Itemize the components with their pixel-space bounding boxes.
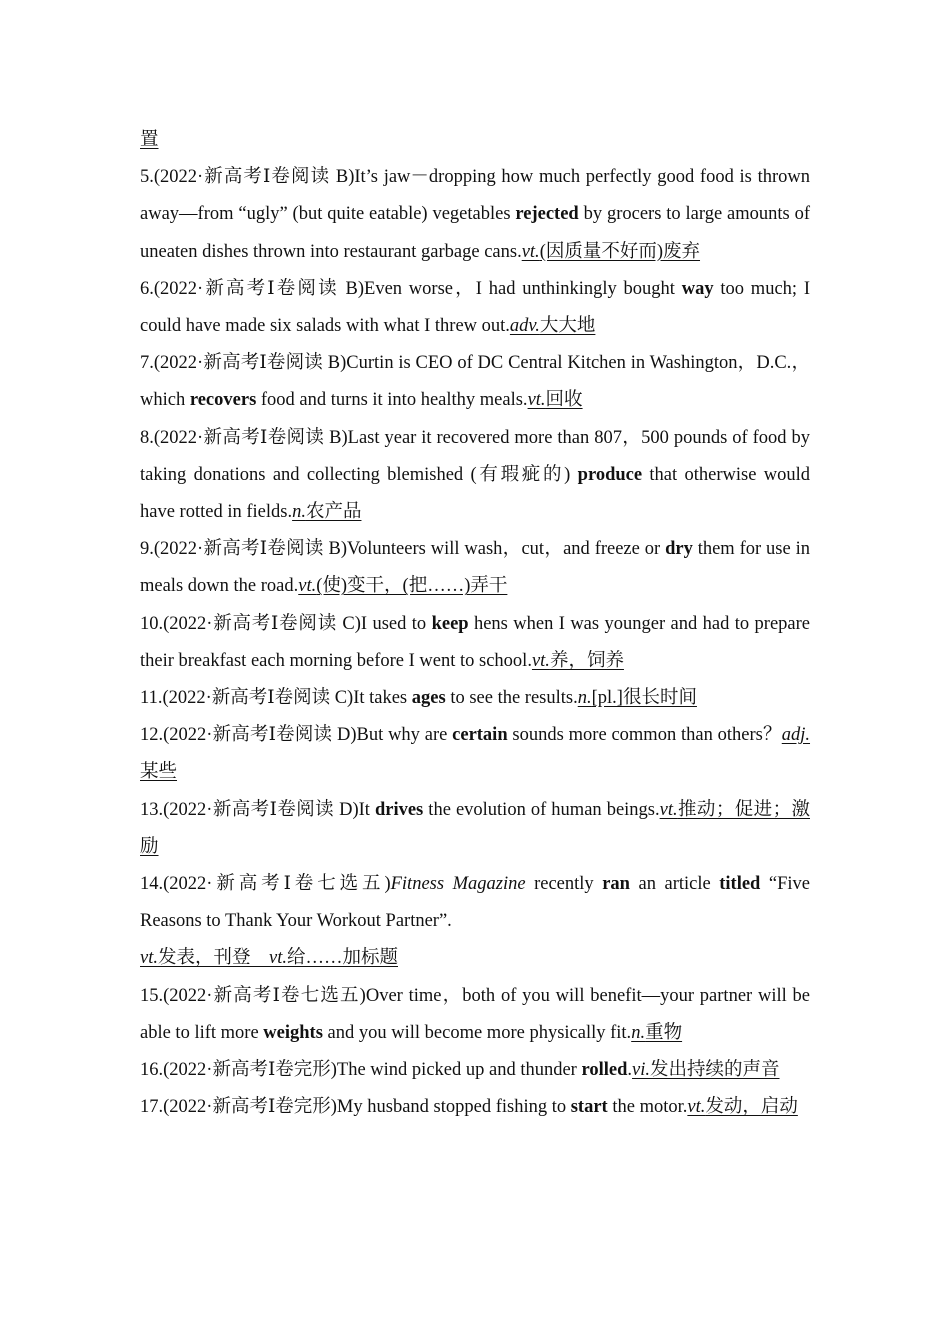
sentence-start: 8.(2022·新高考Ⅰ卷阅读 B)Last year it recovered more than 807，500 pounds of food by taking donations and collecting blemished (有瑕疵的)	[140, 427, 810, 485]
meaning: 某些	[140, 762, 178, 783]
sentence-start: 15.(2022·新高考Ⅰ卷七选五)Over time，both of you will benefit—your partner will be able to lift more	[140, 985, 810, 1043]
answer	[298, 576, 507, 596]
keyword: ran	[602, 874, 630, 895]
keyword: recovers	[189, 390, 257, 411]
item-4-continuation	[140, 122, 810, 159]
item-17	[140, 1089, 810, 1126]
item-14-answers	[140, 940, 810, 977]
sentence-end: by grocers to large amounts of uneaten dishes thrown into restaurant garbage cans.	[140, 204, 810, 262]
part-of-speech: vt.	[140, 948, 158, 969]
part-of-speech: vi.	[632, 1060, 650, 1081]
sentence-start: 12.(2022·新高考Ⅰ卷阅读 D)But why are	[140, 725, 453, 746]
part-of-speech: adv.	[509, 316, 540, 337]
keyword: keep	[431, 613, 469, 634]
sentence-end: the motor.	[607, 1097, 688, 1118]
meaning: 农产品	[305, 502, 362, 523]
part-of-speech: vt.	[521, 241, 540, 262]
sentence-start: 7.(2022·新高考Ⅰ卷阅读 B)Curtin is CEO of DC Central Kitchen in Washington，D.C.，which	[140, 353, 810, 411]
keyword: weights	[263, 1022, 323, 1043]
part-of-speech: n.	[631, 1022, 646, 1043]
answer	[687, 1097, 798, 1117]
answer	[532, 651, 624, 671]
sentence-end: .	[627, 1060, 633, 1081]
sentence-end: too much; I could have made six salads with what I threw out.	[140, 278, 810, 337]
keyword: ages	[411, 688, 446, 709]
answer: 置	[140, 130, 159, 150]
part-of-speech: vt.	[527, 390, 546, 411]
keyword: start	[570, 1097, 608, 1118]
sentence-start: 6.(2022·新高考Ⅰ卷阅读 B)Even worse，I had unthinkingly bought	[140, 278, 682, 299]
item-15	[140, 978, 810, 1052]
meaning: 发出持续的声音	[650, 1060, 780, 1081]
sentence-end: that otherwise would have rotted in fields.	[140, 464, 810, 523]
sentence-end: food and turns it into healthy meals.	[256, 390, 528, 411]
sentence-end: and you will become more physically fit.	[322, 1022, 632, 1043]
keyword: drives	[374, 799, 424, 820]
item-6	[140, 271, 810, 345]
sentence-start: 13.(2022·新高考Ⅰ卷阅读 D)It	[140, 799, 375, 820]
meaning-2: 给……加标题	[286, 948, 398, 969]
meaning: 回收	[545, 390, 583, 411]
sentence-start: 16.(2022·新高考Ⅰ卷完形)The wind picked up and thunder	[140, 1060, 582, 1081]
sentence-end: the evolution of human beings.	[423, 799, 660, 820]
answer	[510, 316, 595, 336]
sentence-mid-2: an article	[629, 874, 720, 895]
meaning: (使)变干，(把……)弄干	[316, 576, 508, 597]
part-of-speech-2: vt.	[269, 948, 287, 969]
keyword: produce	[577, 464, 643, 485]
meaning: 大大地	[539, 316, 596, 337]
sentence-start: 17.(2022·新高考Ⅰ卷完形)My husband stopped fishing to	[140, 1097, 571, 1118]
answer	[578, 688, 697, 708]
sentence-end: hens when I was younger and had to prepare their breakfast each morning before I went to school.	[140, 613, 810, 671]
answer	[528, 390, 583, 410]
part-of-speech: n.	[292, 502, 306, 523]
sentence-start: 14.(2022·新高考Ⅰ卷七选五)	[140, 874, 391, 895]
sentence-start: 11.(2022·新高考Ⅰ卷阅读 C)It takes	[140, 688, 412, 709]
meaning: 发动，启动	[705, 1097, 798, 1118]
item-14	[140, 866, 810, 940]
keyword: dry	[665, 539, 693, 560]
item-9	[140, 531, 810, 605]
item-8	[140, 420, 810, 532]
part-of-speech: vt.	[687, 1097, 706, 1118]
item-7	[140, 345, 810, 419]
magazine-title: Fitness Magazine	[390, 874, 526, 895]
keyword-2: titled	[719, 874, 761, 895]
sentence-start: 10.(2022·新高考Ⅰ卷阅读 C)I used to	[140, 613, 432, 634]
answer	[292, 502, 361, 522]
keyword: rejected	[515, 204, 579, 225]
meaning: 重物	[645, 1022, 683, 1043]
sentence-start: 9.(2022·新高考Ⅰ卷阅读 B)Volunteers will wash，cut，and freeze or	[140, 539, 666, 560]
answer	[632, 1060, 780, 1080]
sentence-end: sounds more common than others？	[507, 725, 782, 746]
item-5	[140, 159, 810, 271]
meaning: [pl.]很长时间	[591, 688, 697, 709]
meaning: 养，饲养	[549, 650, 624, 671]
sentence-end: “Five Reasons to Thank Your Workout Partner”.	[140, 874, 810, 932]
keyword: rolled	[581, 1060, 628, 1081]
sentence-start: 5.(2022·新高考Ⅰ卷阅读 B)It’s jaw－dropping how much perfectly good food is thrown away—from “ugly” (but quite eatable) vegetables	[140, 167, 810, 225]
document-page	[140, 122, 810, 1126]
answer	[631, 1023, 682, 1043]
part-of-speech: adj.	[781, 725, 811, 746]
keyword: certain	[452, 725, 508, 746]
meaning: (因质量不好而)废弃	[539, 241, 701, 262]
answer	[522, 242, 700, 262]
part-of-speech: vt.	[531, 650, 550, 671]
item-13	[140, 792, 810, 866]
meaning: 发表，刊登	[157, 948, 251, 969]
item-16	[140, 1052, 810, 1089]
sentence-end: to see the results.	[445, 688, 578, 709]
part-of-speech: vt.	[298, 576, 317, 597]
item-12	[140, 717, 810, 791]
item-11	[140, 680, 810, 717]
part-of-speech: vt.	[659, 799, 678, 820]
item-10	[140, 606, 810, 680]
sentence-end: them for use in meals down the road.	[140, 539, 810, 597]
keyword: way	[681, 278, 714, 299]
sentence-mid: recently	[525, 874, 603, 895]
answer	[140, 948, 398, 968]
meaning: 推动；促进；激励	[140, 799, 810, 857]
part-of-speech: n.	[577, 688, 592, 709]
